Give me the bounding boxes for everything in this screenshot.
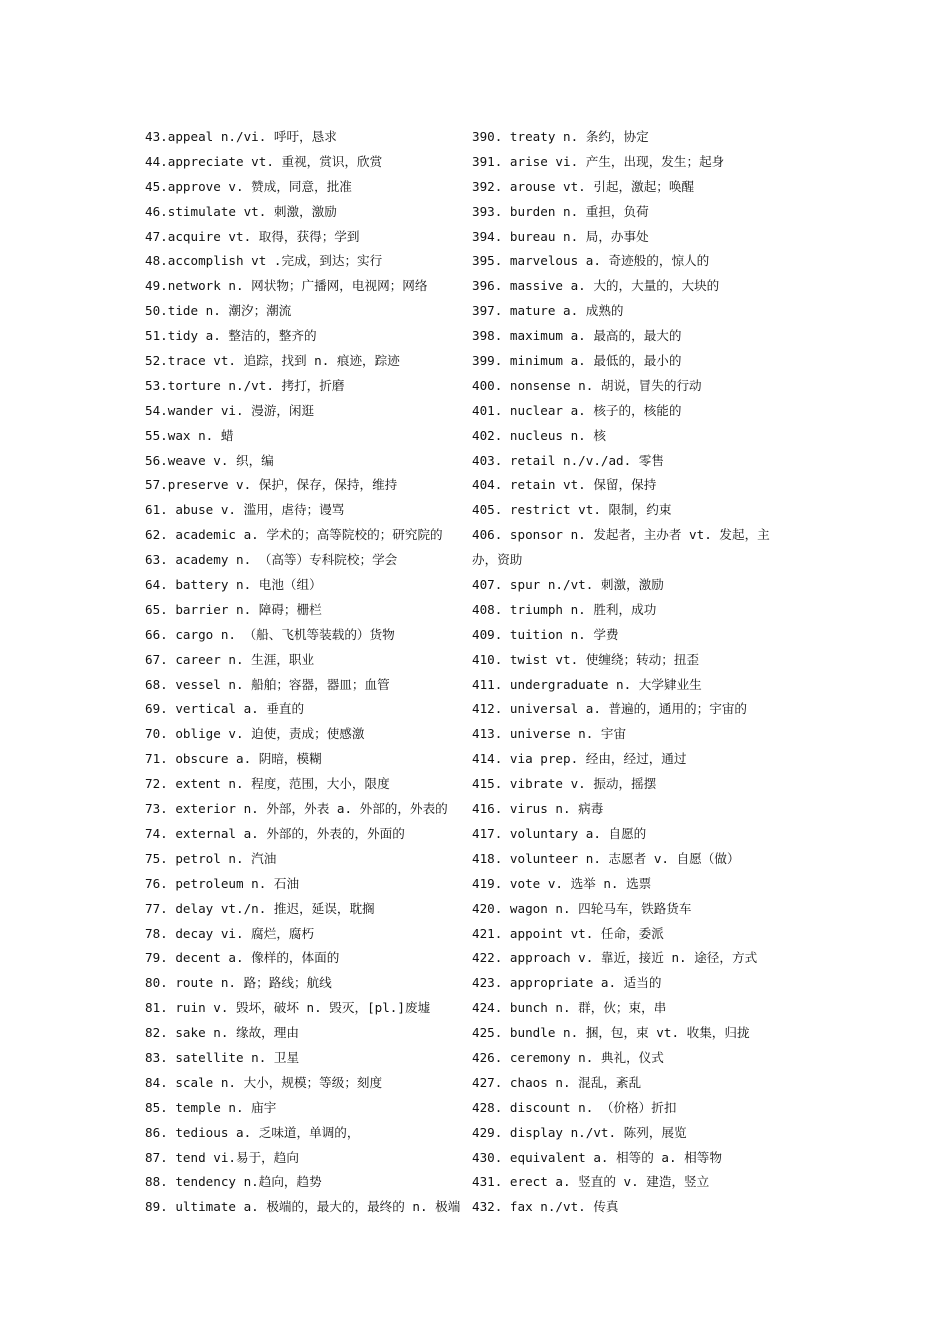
vocabulary-entry: 400. nonsense n. 胡说，冒失的行动 (472, 377, 702, 393)
vocabulary-entry: 424. bunch n. 群，伙；束，串 (472, 1000, 667, 1016)
vocabulary-entry: 87. tend vi.易于，趋向 (145, 1149, 299, 1165)
vocabulary-entry: 55.wax n. 蜡 (145, 427, 234, 443)
vocabulary-entry: 80. route n. 路；路线；航线 (145, 975, 332, 991)
vocabulary-entry: 422. approach v. 靠近，接近 n. 途径，方式 (472, 950, 758, 966)
vocabulary-entry: 63. academy n. （高等）专科院校；学会 (145, 552, 398, 568)
vocabulary-entry: 408. triumph n. 胜利，成功 (472, 601, 657, 617)
vocabulary-entry: 412. universal a. 普遍的，通用的；宇宙的 (472, 701, 748, 717)
vocabulary-entry: 43.appeal n./vi. 呼吁，恳求 (145, 129, 337, 144)
vocabulary-entry: 391. arise vi. 产生，出现，发生；起身 (472, 153, 725, 169)
vocabulary-entry: 392. arouse vt. 引起，激起；唤醒 (472, 178, 695, 194)
vocabulary-entry: 418. volunteer n. 志愿者 v. 自愿（做） (472, 850, 740, 866)
vocabulary-entry: 420. wagon n. 四轮马车，铁路货车 (472, 900, 692, 916)
vocabulary-entry: 45.approve v. 赞成，同意，批准 (145, 178, 352, 194)
vocabulary-entry: 47.acquire vt. 取得，获得；学到 (145, 228, 360, 244)
vocabulary-entry: 401. nuclear a. 核子的，核能的 (472, 402, 682, 418)
vocabulary-entry: 416. virus n. 病毒 (472, 801, 604, 817)
vocabulary-entry: 423. appropriate a. 适当的 (472, 975, 662, 991)
vocabulary-entry: 396. massive a. 大的，大量的，大块的 (472, 278, 720, 294)
vocabulary-entry: 85. temple n. 庙宇 (145, 1099, 277, 1115)
vocabulary-entry: 54.wander vi. 漫游，闲逛 (145, 402, 315, 418)
vocabulary-entry: 64. battery n. 电池（组） (145, 577, 322, 593)
vocabulary-entry: 406. sponsor n. 发起者，主办者 vt. 发起，主 (472, 527, 770, 543)
vocabulary-entry: 48.accomplish vt .完成，到达；实行 (145, 253, 383, 269)
vocabulary-entry: 399. minimum a. 最低的，最小的 (472, 353, 682, 369)
vocabulary-entry: 413. universe n. 宇宙 (472, 726, 627, 742)
vocabulary-entry: 71. obscure a. 阴暗，模糊 (145, 751, 322, 767)
vocabulary-entry: 395. marvelous a. 奇迹般的，惊人的 (472, 253, 710, 269)
vocabulary-entry: 67. career n. 生涯，职业 (145, 651, 315, 667)
vocabulary-entry: 68. vessel n. 船舶；容器，器皿；血管 (145, 676, 390, 692)
vocabulary-entry: 417. voluntary a. 自愿的 (472, 825, 647, 841)
vocabulary-entry: 82. sake n. 缘故，理由 (145, 1025, 299, 1041)
vocabulary-entry: 75. petrol n. 汽油 (145, 850, 277, 866)
vocabulary-entry: 86. tedious a. 乏味道，单调的， (145, 1124, 360, 1140)
vocabulary-entry: 410. twist vt. 使缠绕；转动；扭歪 (472, 651, 700, 667)
vocabulary-entry: 390. treaty n. 条约，协定 (472, 129, 649, 144)
vocabulary-entry: 405. restrict vt. 限制，约束 (472, 502, 672, 518)
vocabulary-entry: 61. abuse v. 滥用，虐待；谩骂 (145, 502, 345, 518)
vocabulary-entry: 397. mature a. 成熟的 (472, 303, 624, 319)
vocabulary-entry: 411. undergraduate n. 大学肄业生 (472, 676, 702, 692)
vocabulary-entry: 394. bureau n. 局，办事处 (472, 228, 649, 244)
vocabulary-entry: 407. spur n./vt. 刺激，激励 (472, 577, 664, 593)
vocabulary-entry: 46.stimulate vt. 刺激，激励 (145, 203, 337, 219)
vocabulary-entry: 429. display n./vt. 陈列，展览 (472, 1124, 687, 1140)
left-vocabulary-column (145, 125, 470, 1220)
vocabulary-entry: 414. via prep. 经由，经过，通过 (472, 751, 687, 767)
vocabulary-entry: 89. ultimate a. 极端的，最大的，最终的 n. 极端 (145, 1199, 461, 1215)
vocabulary-entry: 78. decay vi. 腐烂，腐朽 (145, 925, 315, 941)
vocabulary-entry: 73. exterior n. 外部，外表 a. 外部的，外表的 (145, 801, 448, 817)
vocabulary-entry: 44.appreciate vt. 重视，赏识，欣赏 (145, 153, 383, 169)
vocabulary-entry: 398. maximum a. 最高的，最大的 (472, 328, 682, 344)
vocabulary-entry: 77. delay vt./n. 推迟，延误，耽搁 (145, 900, 375, 916)
vocabulary-entry: 62. academic a. 学术的；高等院校的；研究院的 (145, 527, 443, 543)
vocabulary-entry: 49.network n. 网状物；广播网，电视网；网络 (145, 278, 428, 294)
vocabulary-entry: 52.trace vt. 追踪，找到 n. 痕迹，踪迹 (145, 353, 400, 369)
vocabulary-entry: 426. ceremony n. 典礼，仪式 (472, 1049, 664, 1065)
vocabulary-entry: 432. fax n./vt. 传真 (472, 1199, 619, 1215)
vocabulary-entry: 72. extent n. 程度，范围，大小，限度 (145, 776, 390, 792)
vocabulary-entry: 409. tuition n. 学费 (472, 626, 619, 642)
vocabulary-entry: 427. chaos n. 混乱，紊乱 (472, 1074, 642, 1090)
vocabulary-entry: 88. tendency n.趋向，趋势 (145, 1174, 322, 1190)
vocabulary-entry: 51.tidy a. 整洁的，整齐的 (145, 328, 317, 344)
vocabulary-entry: 办，资助 (472, 552, 523, 568)
vocabulary-entry: 415. vibrate v. 振动，摇摆 (472, 776, 657, 792)
vocabulary-entry: 70. oblige v. 迫使，责成；使感激 (145, 726, 365, 742)
vocabulary-entry: 84. scale n. 大小，规模；等级；刻度 (145, 1074, 383, 1090)
vocabulary-entry: 65. barrier n. 障碍；栅栏 (145, 601, 322, 617)
vocabulary-entry: 431. erect a. 竖直的 v. 建造，竖立 (472, 1174, 710, 1190)
vocabulary-entry: 79. decent a. 像样的，体面的 (145, 950, 340, 966)
right-vocabulary-column (472, 125, 802, 1220)
vocabulary-entry: 53.torture n./vt. 拷打，折磨 (145, 377, 345, 393)
vocabulary-entry: 430. equivalent a. 相等的 a. 相等物 (472, 1149, 722, 1165)
vocabulary-entry: 74. external a. 外部的，外表的，外面的 (145, 825, 405, 841)
vocabulary-entry: 402. nucleus n. 核 (472, 427, 606, 443)
vocabulary-entry: 76. petroleum n. 石油 (145, 875, 300, 891)
vocabulary-entry: 428. discount n. （价格）折扣 (472, 1099, 677, 1115)
vocabulary-entry: 425. bundle n. 捆，包，束 vt. 收集，归拢 (472, 1025, 750, 1041)
vocabulary-entry: 404. retain vt. 保留，保持 (472, 477, 657, 493)
vocabulary-entry: 403. retail n./v./ad. 零售 (472, 452, 664, 468)
vocabulary-entry: 66. cargo n. （船、飞机等装载的）货物 (145, 626, 395, 642)
vocabulary-entry: 56.weave v. 织，编 (145, 452, 274, 468)
vocabulary-entry: 83. satellite n. 卫星 (145, 1049, 300, 1065)
vocabulary-entry: 421. appoint vt. 任命，委派 (472, 925, 664, 941)
vocabulary-entry: 81. ruin v. 毁坏，破坏 n. 毁灭，[pl.]废墟 (145, 1000, 431, 1016)
vocabulary-entry: 50.tide n. 潮汐；潮流 (145, 303, 292, 319)
vocabulary-entry: 69. vertical a. 垂直的 (145, 701, 305, 717)
vocabulary-entry: 57.preserve v. 保护，保存，保持，维持 (145, 477, 398, 493)
vocabulary-entry: 393. burden n. 重担，负荷 (472, 203, 649, 219)
vocabulary-entry: 419. vote v. 选举 n. 选票 (472, 875, 652, 891)
